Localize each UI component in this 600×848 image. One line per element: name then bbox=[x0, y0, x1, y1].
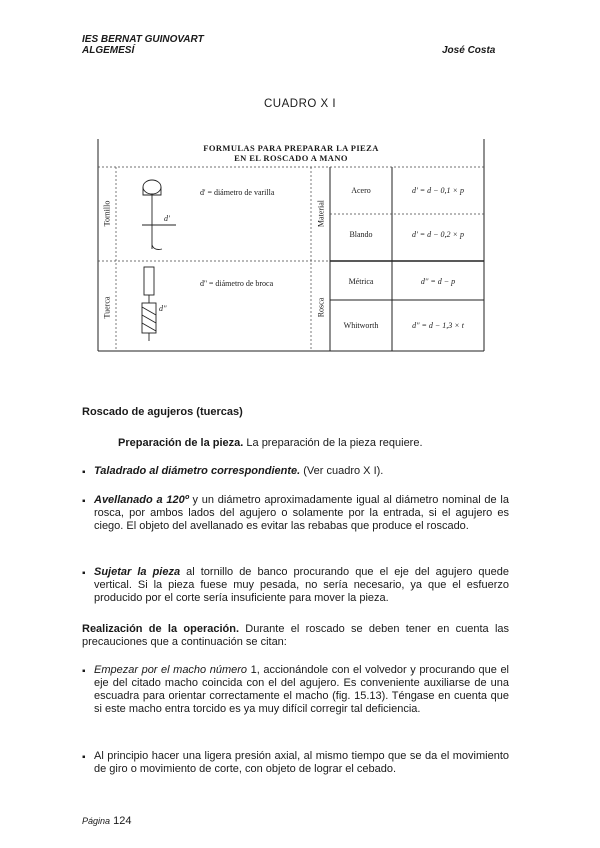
bullet-avellanado bbox=[94, 494, 509, 533]
prep-lead-text: La preparación de la pieza requiere. bbox=[243, 437, 423, 449]
bullet-bold: Avellanado a 120º bbox=[94, 494, 189, 506]
bullet-bold: Sujetar la pieza bbox=[94, 566, 181, 578]
dim-label-d1: d' bbox=[164, 214, 170, 223]
group-label-material: Material bbox=[316, 199, 326, 228]
bullet-taladrado bbox=[94, 465, 509, 478]
dim-label-d2: d'' bbox=[159, 304, 167, 313]
realizacion-lead-text: Durante el roscado se deben tener en cuenta las precauciones que a continuación se citan: bbox=[82, 623, 510, 648]
material-acero: Acero bbox=[351, 186, 371, 195]
rosca-whitworth: Whitworth bbox=[343, 321, 379, 330]
formula-acero: d' = d − 0,1 × p bbox=[412, 186, 464, 195]
bolt-drawing bbox=[142, 180, 176, 250]
realizacion-lead-bold: Realización de la operación. bbox=[82, 623, 240, 635]
formula-whitworth: d'' = d − 1,3 × t bbox=[412, 321, 464, 330]
bullet-italic: Empezar por el macho número bbox=[94, 664, 248, 676]
formula-table bbox=[96, 137, 486, 352]
bullet-sujetar bbox=[94, 566, 509, 605]
formula-metrica: d'' = d − p bbox=[420, 277, 456, 286]
bullet-text: 1, accionándole con el volvedor y procurando que el eje del citado macho coincida con el del agujero. Es conveniente auxiliarse de una escuadra para orientar correctamente el macho (fig. 15.13). Téngase en cuenta que si este macho entra torcido es ya muy difícil corregir tal deficiencia. bbox=[94, 664, 510, 715]
school-name: IES BERNAT GUINOVART bbox=[82, 34, 204, 45]
realizacion-paragraph bbox=[82, 623, 509, 649]
bullet-glyph: ▪ bbox=[82, 467, 86, 478]
cuadro-title: CUADRO X I bbox=[264, 98, 337, 110]
author-name: José Costa bbox=[442, 45, 496, 56]
formula-blando: d' = d − 0,2 × p bbox=[412, 230, 464, 239]
table-title-line2: EN EL ROSCADO A MANO bbox=[234, 153, 348, 163]
side-label-tornillo: Tornillo bbox=[102, 200, 112, 227]
table-title-line1: FORMULAS PARA PREPARAR LA PIEZA bbox=[203, 143, 379, 153]
prep-lead-bold: Preparación de la pieza. bbox=[118, 437, 244, 449]
bullet-glyph: ▪ bbox=[82, 666, 86, 677]
page-footer bbox=[82, 815, 131, 827]
table-title bbox=[96, 143, 486, 163]
page-number: 124 bbox=[113, 815, 132, 827]
bullet-text: y un diámetro aproximadamente igual al diámetro nominal de la rosca, por ambos lados del agujero o solamente por la entrada, si el agujero es ciego. El objeto del avellanado es evitar las rebabas que produce el roscado. bbox=[94, 494, 509, 532]
section-title: Roscado de agujeros (tuercas) bbox=[82, 406, 243, 418]
bullet-glyph: ▪ bbox=[82, 496, 86, 507]
group-label-rosca: Rosca bbox=[316, 297, 326, 318]
diameter-label-varilla: d' = diámetro de varilla bbox=[200, 188, 275, 197]
bullet-empezar bbox=[94, 664, 509, 716]
bullet-text: (Ver cuadro X I). bbox=[300, 465, 384, 477]
bullet-glyph: ▪ bbox=[82, 752, 86, 763]
nut-drawing bbox=[142, 267, 156, 341]
bullet-text: al tornillo de banco procurando que el eje del agujero quede vertical. Si la pieza fuese muy pesada, no sería necesario, ya que el esfuerzo producido por el corte sería insuficiente para mover la pieza. bbox=[94, 566, 509, 604]
bullet-glyph: ▪ bbox=[82, 568, 86, 579]
school-town: ALGEMESÍ bbox=[82, 45, 135, 56]
bullet-principio bbox=[94, 750, 509, 776]
rosca-metrica: Métrica bbox=[348, 277, 374, 286]
material-blando: Blando bbox=[349, 230, 373, 239]
diameter-label-broca: d'' = diámetro de broca bbox=[200, 279, 274, 288]
table-grid bbox=[96, 137, 486, 352]
side-label-tuerca: Tuerca bbox=[102, 296, 112, 319]
page-label: Página bbox=[82, 816, 111, 826]
prep-paragraph bbox=[118, 437, 518, 450]
bullet-bold: Taladrado al diámetro correspondiente. bbox=[94, 465, 301, 477]
bullet-text: Al principio hacer una ligera presión axial, al mismo tiempo que se da el movimiento de giro o movimiento de corte, con objeto de lograr el cebado. bbox=[94, 750, 509, 775]
